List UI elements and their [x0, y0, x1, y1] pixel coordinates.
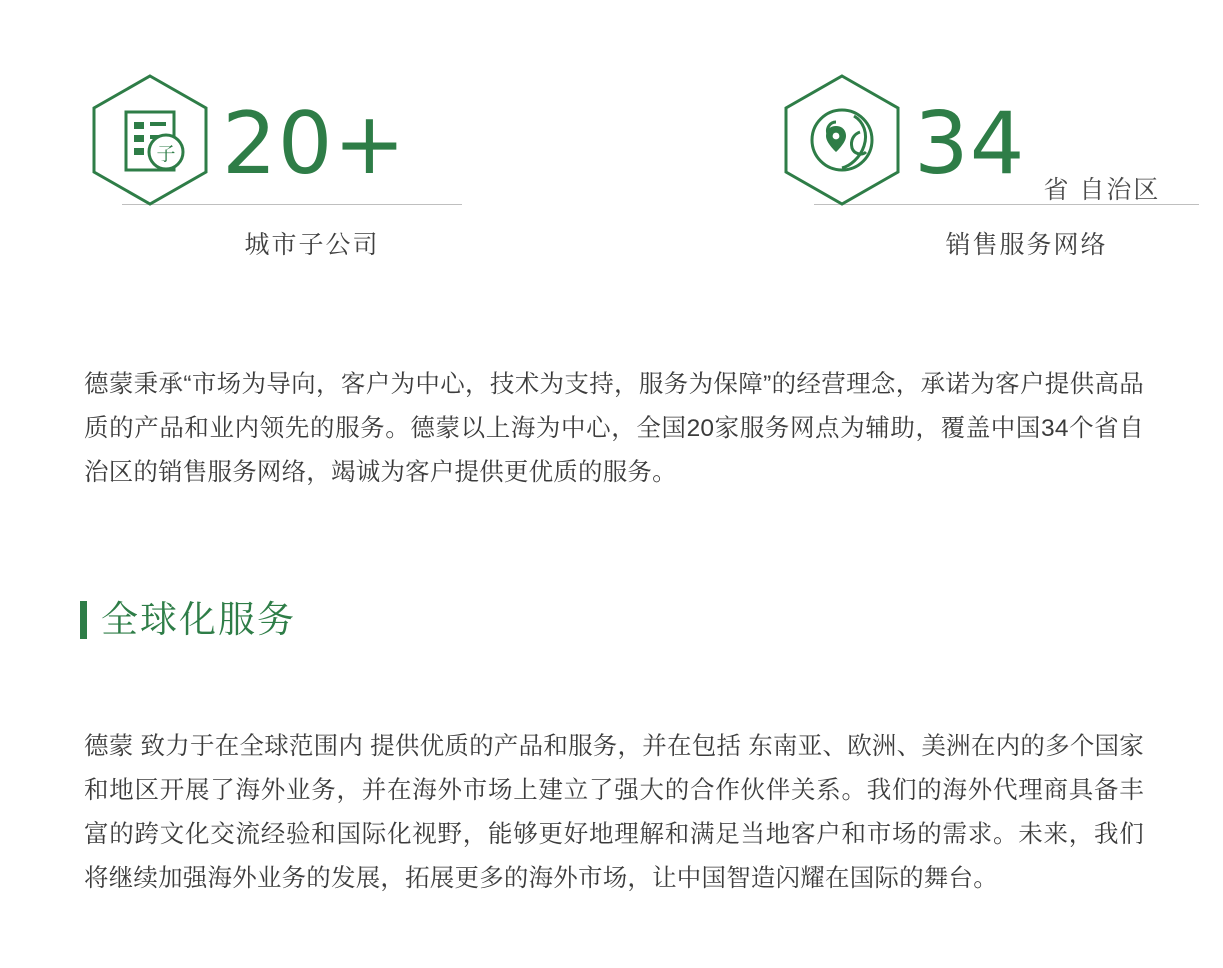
stat-unit: 省 自治区 — [1043, 176, 1161, 204]
section-title: 全球化服务 — [101, 599, 296, 640]
stat-block-cities — [84, 70, 502, 261]
stat-number: 34 — [914, 94, 1026, 194]
svg-text:子: 子 — [156, 143, 176, 165]
stats-row — [84, 70, 1223, 261]
heading-accent-bar — [80, 601, 87, 639]
stat-caption: 城市子公司 — [244, 231, 380, 259]
stat-number: 20+ — [222, 94, 407, 194]
section-heading-global — [80, 600, 296, 640]
intro-paragraph: 德蒙秉承“市场为导向，客户为中心，技术为支持，服务为保障”的经营理念，承诺为客户提供高品质的产品和业内领先的服务。德蒙以上海为中心，全国20家服务网点为辅助，覆盖中国34个省自治区的销售服务网络，竭诚为客户提供更优质的服务。 — [84, 370, 1144, 486]
stat-caption: 销售服务网络 — [945, 231, 1108, 259]
building-document-icon — [84, 70, 216, 218]
globe-location-pin-icon — [776, 70, 908, 218]
global-service-paragraph: 德蒙 致力于在全球范围内 提供优质的产品和服务，并在包括 东南亚、欧洲、美洲在内的多个国家和地区开展了海外业务，并在海外市场上建立了强大的合作伙伴关系。我们的海外代理商具备丰富的跨文化交流经验和国际化视野，能够更好地理解和满足当地客户和市场的需求。未来，我们将继续加强海外业务的发展，拓展更多的海外市场，让中国智造闪耀在国际的舞台。 — [84, 732, 1144, 892]
stat-top — [776, 70, 1223, 218]
stat-block-network — [776, 70, 1223, 261]
stat-top — [84, 70, 502, 218]
